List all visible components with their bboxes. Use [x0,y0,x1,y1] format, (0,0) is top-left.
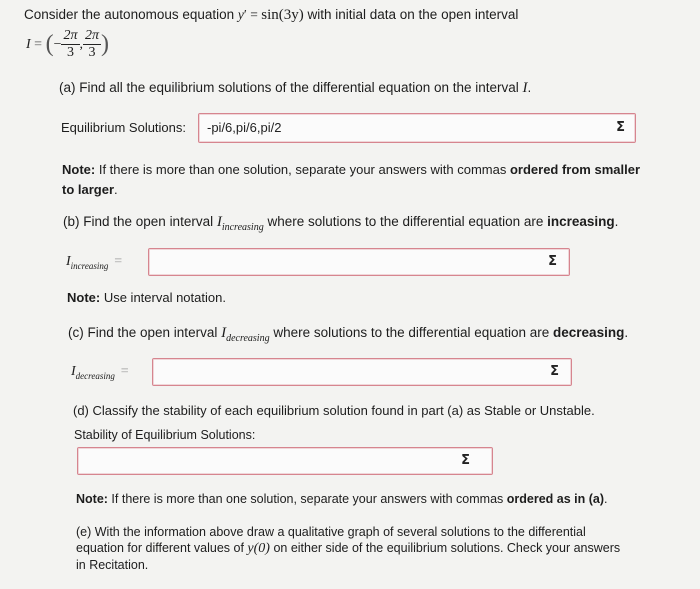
part-a-text: (a) Find all the equilibrium solutions of the differential equation on the interval [59,80,523,95]
eq-equals: = [246,7,262,22]
part-a-question [59,80,531,97]
part-b-note [67,290,226,305]
interval-definition [26,28,109,61]
part-a-note [62,160,692,200]
lhs-eq: = [114,254,123,269]
eq-y: y [237,7,244,22]
note-bold-2: to larger [62,182,115,197]
stability-input[interactable] [77,447,493,475]
part-a-period: . [527,80,532,95]
frac-num: 2π [63,28,78,43]
part-c-sub: decreasing [226,333,270,344]
frac-den: 3 [66,45,74,60]
part-e-line1: (e) With the information above draw a qualitative graph of several solutions to the differential [76,525,586,539]
part-c-bold: decreasing [553,325,625,340]
part-e-line2-post: on either side of the equilibrium solutions. Check your answers [269,541,621,555]
part-a-var: I [522,80,528,96]
note-end: . [604,492,608,506]
part-b-var: I [216,214,222,230]
lparen: ( [45,31,54,57]
part-b-text-post: where solutions to the differential equation are [263,214,548,229]
sigma-icon[interactable]: Σ [616,120,625,135]
lhs-sub: increasing [70,261,109,271]
interval-eq: = [30,37,46,53]
part-d-question: (d) Classify the stability of each equilibrium solution found in part (a) as Stable or Unstable. [73,403,595,418]
part-b-question [63,214,618,233]
note-end: . [114,182,118,197]
part-c-question [68,325,628,344]
equilibrium-label: Equilibrium Solutions: [61,120,187,135]
part-c-text: (c) Find the open interval [68,325,222,340]
part-c-var: I [221,325,227,341]
note-text: If there is more than one solution, separate your answers with commas [107,492,507,506]
increasing-lhs [66,252,122,271]
note-bold: ordered from smaller [509,162,641,177]
part-e-text [76,524,620,573]
lhs-sub: decreasing [75,371,115,381]
part-d-note [76,492,608,506]
comma: , [79,37,83,53]
part-c-text-post: where solutions to the differential equation are [269,325,554,340]
intro-line [24,7,518,24]
intro-text-post: with initial data on the open interval [303,7,519,22]
sigma-icon[interactable]: Σ [548,254,557,269]
equilibrium-input[interactable] [198,113,636,143]
part-e-line2-pre: equation for different values of [76,541,248,555]
lhs-var: I [66,254,71,269]
part-b-bold: increasing [547,214,615,229]
increasing-input[interactable] [148,248,570,276]
sigma-icon[interactable]: Σ [461,453,470,468]
note-bold: ordered as in (a) [506,492,605,506]
frac-num: 2π [85,28,100,43]
intro-text: Consider the autonomous equation [24,7,238,22]
equilibrium-value: -pi/6,pi/6,pi/2 [207,120,282,135]
decreasing-lhs [71,362,129,381]
eq-rhs: sin(3y) [261,7,304,23]
note-text: Use interval notation. [100,290,226,305]
part-e-line2 [76,540,620,557]
lhs-var: I [71,364,76,379]
frac-den: 3 [88,45,96,60]
part-b-sub: increasing [221,222,264,233]
eq-prime: ′ [243,7,247,22]
note-label: Note: [76,492,108,506]
interval-var: I [26,37,31,53]
part-b-text: (b) Find the open interval [63,214,217,229]
decreasing-input[interactable] [152,358,572,386]
note-text: If there is more than one solution, separate your answers with commas [95,162,510,177]
part-e-line3: in Recitation. [76,558,149,572]
note-label: Note: [62,162,96,177]
lhs-eq: = [120,364,129,379]
part-b-end: . [614,214,619,229]
rparen: ) [101,31,110,57]
part-c-end: . [624,325,629,340]
minus: − [53,37,62,53]
fraction-neg [61,28,79,61]
fraction-pos [83,28,101,61]
stability-label: Stability of Equilibrium Solutions: [74,428,256,442]
sigma-icon[interactable]: Σ [550,364,559,379]
note-label: Note: [67,290,101,305]
part-e-math: y(0) [247,541,270,556]
